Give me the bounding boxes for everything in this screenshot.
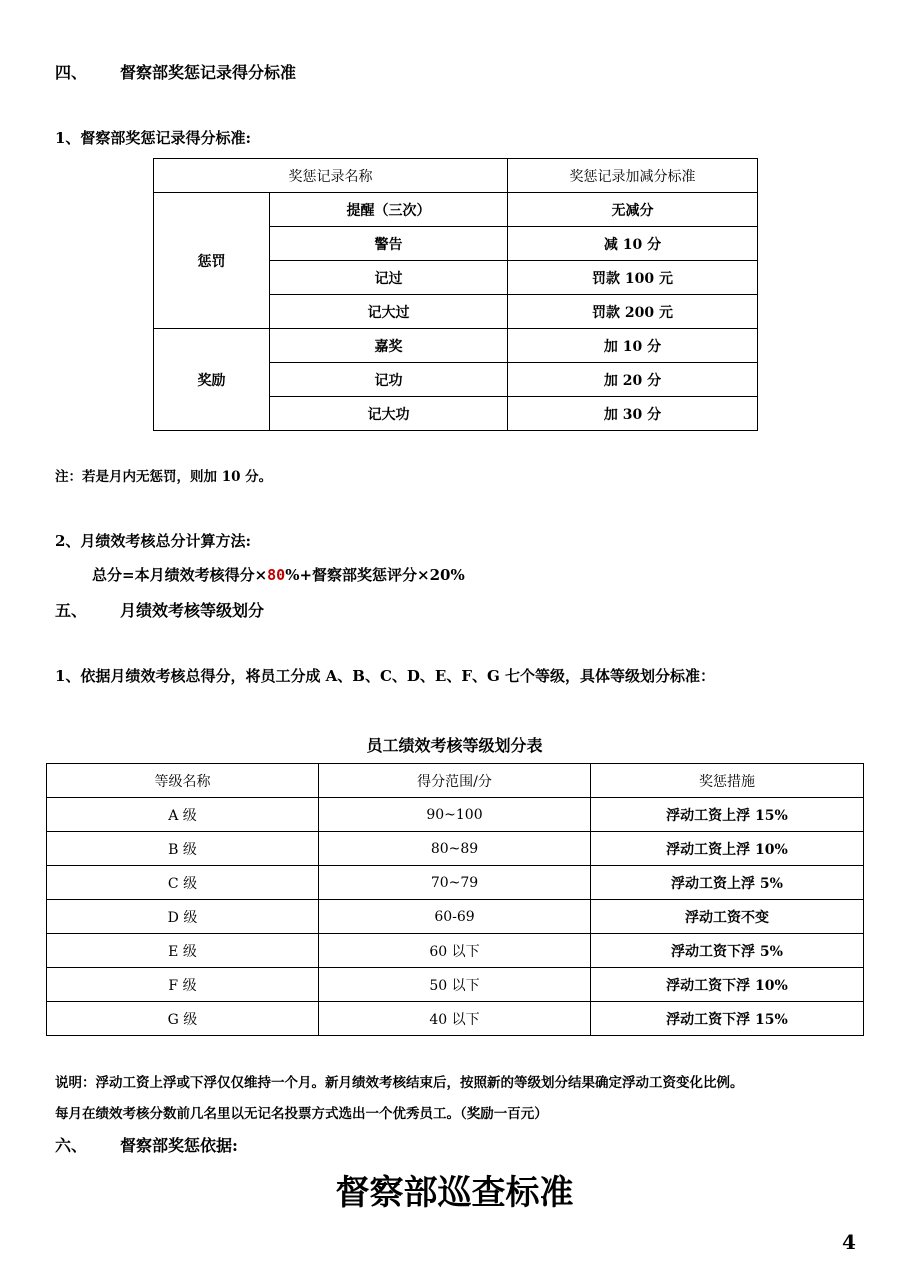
grade-range: 50 以下 xyxy=(319,968,591,1002)
section5-note-line-2: 每月在绩效考核分数前几名里以无记名投票方式选出一个优秀员工。（奖励一百元） xyxy=(55,1106,548,1122)
table-header-row xyxy=(47,764,864,798)
grade-name: D 级 xyxy=(47,900,319,934)
record-score: 加 20 分 xyxy=(508,363,758,397)
formula-part-2: %+督察部奖惩评分×20% xyxy=(285,566,465,584)
grade-measure: 浮动工资上浮 10% xyxy=(591,832,864,866)
grade-range: 40 以下 xyxy=(319,1002,591,1036)
record-item: 提醒（三次） xyxy=(270,193,508,227)
grade-range: 60 以下 xyxy=(319,934,591,968)
grade-measure: 浮动工资下浮 10% xyxy=(591,968,864,1002)
section4-subheading-2: 2、月绩效考核总分计算方法: xyxy=(55,532,251,550)
section5-title: 月绩效考核等级划分 xyxy=(120,601,265,620)
grade-range: 90~100 xyxy=(319,798,591,832)
record-item: 记大功 xyxy=(270,397,508,431)
grade-range: 80~89 xyxy=(319,832,591,866)
record-item: 记大过 xyxy=(270,295,508,329)
section5-subheading-1: 1、依据月绩效考核总得分，将员工分成 A、B、C、D、E、F、G 七个等级，具体等级划分标准： xyxy=(55,667,716,685)
header-measure: 奖惩措施 xyxy=(591,764,864,798)
grade-name: G 级 xyxy=(47,1002,319,1036)
section5-note-line-1: 说明：浮动工资上浮或下浮仅仅维持一个月。新月绩效考核结束后，按照新的等级划分结果确定浮动工资变化比例。 xyxy=(55,1075,744,1091)
record-score: 加 30 分 xyxy=(508,397,758,431)
group-punishment: 惩罚 xyxy=(154,193,270,329)
table-row xyxy=(47,866,864,900)
grade-table xyxy=(46,763,864,1036)
record-item: 警告 xyxy=(270,227,508,261)
grade-range: 70~79 xyxy=(319,866,591,900)
header-record-name: 奖惩记录名称 xyxy=(154,159,508,193)
formula-part-1: 总分=本月绩效考核得分× xyxy=(92,566,268,584)
record-score: 无减分 xyxy=(508,193,758,227)
grade-name: A 级 xyxy=(47,798,319,832)
section4-title: 督察部奖惩记录得分标准 xyxy=(120,63,297,82)
section5-number: 五、 xyxy=(55,601,88,620)
grade-name: F 级 xyxy=(47,968,319,1002)
grade-table-title: 员工绩效考核等级划分表 xyxy=(366,736,543,755)
record-item: 记功 xyxy=(270,363,508,397)
grade-measure: 浮动工资下浮 5% xyxy=(591,934,864,968)
grade-name: C 级 xyxy=(47,866,319,900)
section4-note: 注：若是月内无惩罚，则加 10 分。 xyxy=(55,469,273,485)
grade-measure: 浮动工资下浮 15% xyxy=(591,1002,864,1036)
record-score: 罚款 100 元 xyxy=(508,261,758,295)
grade-measure: 浮动工资上浮 5% xyxy=(591,866,864,900)
table-row xyxy=(47,832,864,866)
score-formula xyxy=(92,564,465,585)
record-score: 加 10 分 xyxy=(508,329,758,363)
table-row xyxy=(47,968,864,1002)
section6-number: 六、 xyxy=(55,1136,88,1155)
table-row xyxy=(47,900,864,934)
grade-range: 60-69 xyxy=(319,900,591,934)
section6-title: 督察部奖惩依据: xyxy=(120,1136,238,1155)
formula-weight-red: 80 xyxy=(267,566,286,584)
table-row xyxy=(47,934,864,968)
table-row xyxy=(154,193,758,227)
header-score-standard: 奖惩记录加减分标准 xyxy=(508,159,758,193)
record-score: 减 10 分 xyxy=(508,227,758,261)
header-grade-name: 等级名称 xyxy=(47,764,319,798)
table-row xyxy=(47,1002,864,1036)
table-row xyxy=(154,329,758,363)
table-row xyxy=(47,798,864,832)
page-number: 4 xyxy=(842,1230,856,1254)
record-item: 嘉奖 xyxy=(270,329,508,363)
big-heading: 督察部巡查标准 xyxy=(335,1173,574,1213)
header-score-range: 得分范围/分 xyxy=(319,764,591,798)
grade-name: B 级 xyxy=(47,832,319,866)
group-reward: 奖励 xyxy=(154,329,270,431)
reward-punishment-table xyxy=(153,158,758,431)
grade-measure: 浮动工资上浮 15% xyxy=(591,798,864,832)
grade-measure: 浮动工资不变 xyxy=(591,900,864,934)
record-score: 罚款 200 元 xyxy=(508,295,758,329)
section4-subheading-1: 1、督察部奖惩记录得分标准: xyxy=(55,129,251,147)
section4-number: 四、 xyxy=(55,63,88,82)
table-header-row xyxy=(154,159,758,193)
grade-name: E 级 xyxy=(47,934,319,968)
record-item: 记过 xyxy=(270,261,508,295)
